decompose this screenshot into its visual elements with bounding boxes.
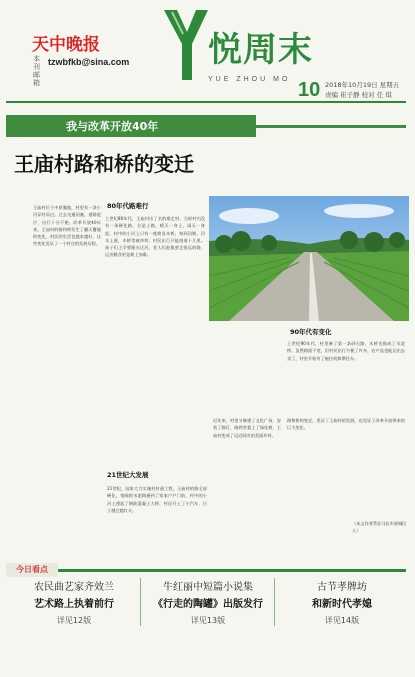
article-intro: 王庙村位于中原腹地，村里有一条小河穿村而过。过去交通闭塞，道路泥泞，出行十分不便。改革开放40年来，王庙村的路和桥发生了翻天覆地的变化，村民的生活也越来越好，这些变化见证了一个村庄的发展历程。 [33,205,101,247]
teaser-line1: 牛红丽中短篇小说集 [163,582,253,593]
body-21c: 21世纪，国家大力实施村村通工程，王庙村的路全部硬化，宽阔的水泥路通到了家家户户门前，村中的小河上建起了钢筋混凝土大桥，村民开上了小汽车，日子越过越红火。 [107,486,207,513]
section-pinyin: YUE ZHOU MO [208,76,291,83]
teaser-item[interactable] [142,578,274,628]
date-line: 2018年10月19日 星期五 [325,81,400,89]
teaser-page: 详见12版 [56,616,92,625]
website-address: tzwbfkb@sina.com [48,57,130,67]
teaser-label: 今日看点 [16,565,48,574]
subhead-80s: 80年代路难行 [107,202,149,210]
teaser-line1: 农民曲艺家齐效兰 [34,582,114,593]
teaser-separator [140,578,141,626]
body-closing: 路和桥的变迁，见证了王庙村的发展，也见证了改革开放带来的巨大变化。 [287,418,405,431]
teaser-item[interactable] [276,578,408,628]
subhead-90s: 90年代有变化 [290,328,332,336]
masthead-divider [6,101,406,103]
body-21c-more: 近年来，村里又修建了文化广场，安装了路灯，路两旁栽上了绿化树，王庙村变成了远近闻名的美丽乡村。 [213,418,281,438]
teaser-line2: 《行走的陶罐》出版发行 [153,599,263,610]
article-byline: （本文作者系驻马店市驿城区人） [352,521,407,533]
teaser-divider [6,569,406,572]
teaser-line1: 古节孝牌坊 [317,582,367,593]
teaser-separator [274,578,275,626]
section-letter-logo [160,4,210,84]
section-title: 悦周末 [208,30,313,70]
column-banner-rule [256,125,406,128]
subhead-21c: 21世纪大发展 [107,471,149,479]
teaser-page: 详见14版 [324,616,360,625]
page-number: 10 [298,79,321,101]
teaser-page: 详见13版 [190,616,226,625]
column-banner-text: 我与改革开放40年 [66,120,159,133]
article-headline: 王庙村路和桥的变迁 [14,152,194,176]
editors-line: 责编 崔子静 校对 任 琪 [325,91,392,99]
body-90s: 上世纪90年代，村里修了第一条砂石路，木桥也换成了水泥桥。虽然路面不宽，但村民出行方便了许多，农产品也能运出去卖了，村里开始有了拖拉机和摩托车。 [287,341,405,361]
newspaper-logo: 天中晚报 [32,35,100,54]
body-80s: 上世纪80年代，王庙村出了名的难走村。当时村内没有一条硬化路，全是土路，晴天一身土，雨天一身泥。村中的小河上只有一座简易木桥，每到汛期，河水上涨，木桥常被冲垮，村民出行只能绕道十几里。孩子们上学要蹚水过河，老人们赶集要走很远的路，运送粮食更是难上加难。 [105,216,205,258]
brand-line: 本刊邮箱 [33,55,40,87]
teaser-line2: 艺术路上执着前行 [34,599,114,610]
teaser-item[interactable] [8,578,140,628]
teaser-line2: 和新时代孝媳 [312,599,372,610]
road-photo [209,196,409,321]
